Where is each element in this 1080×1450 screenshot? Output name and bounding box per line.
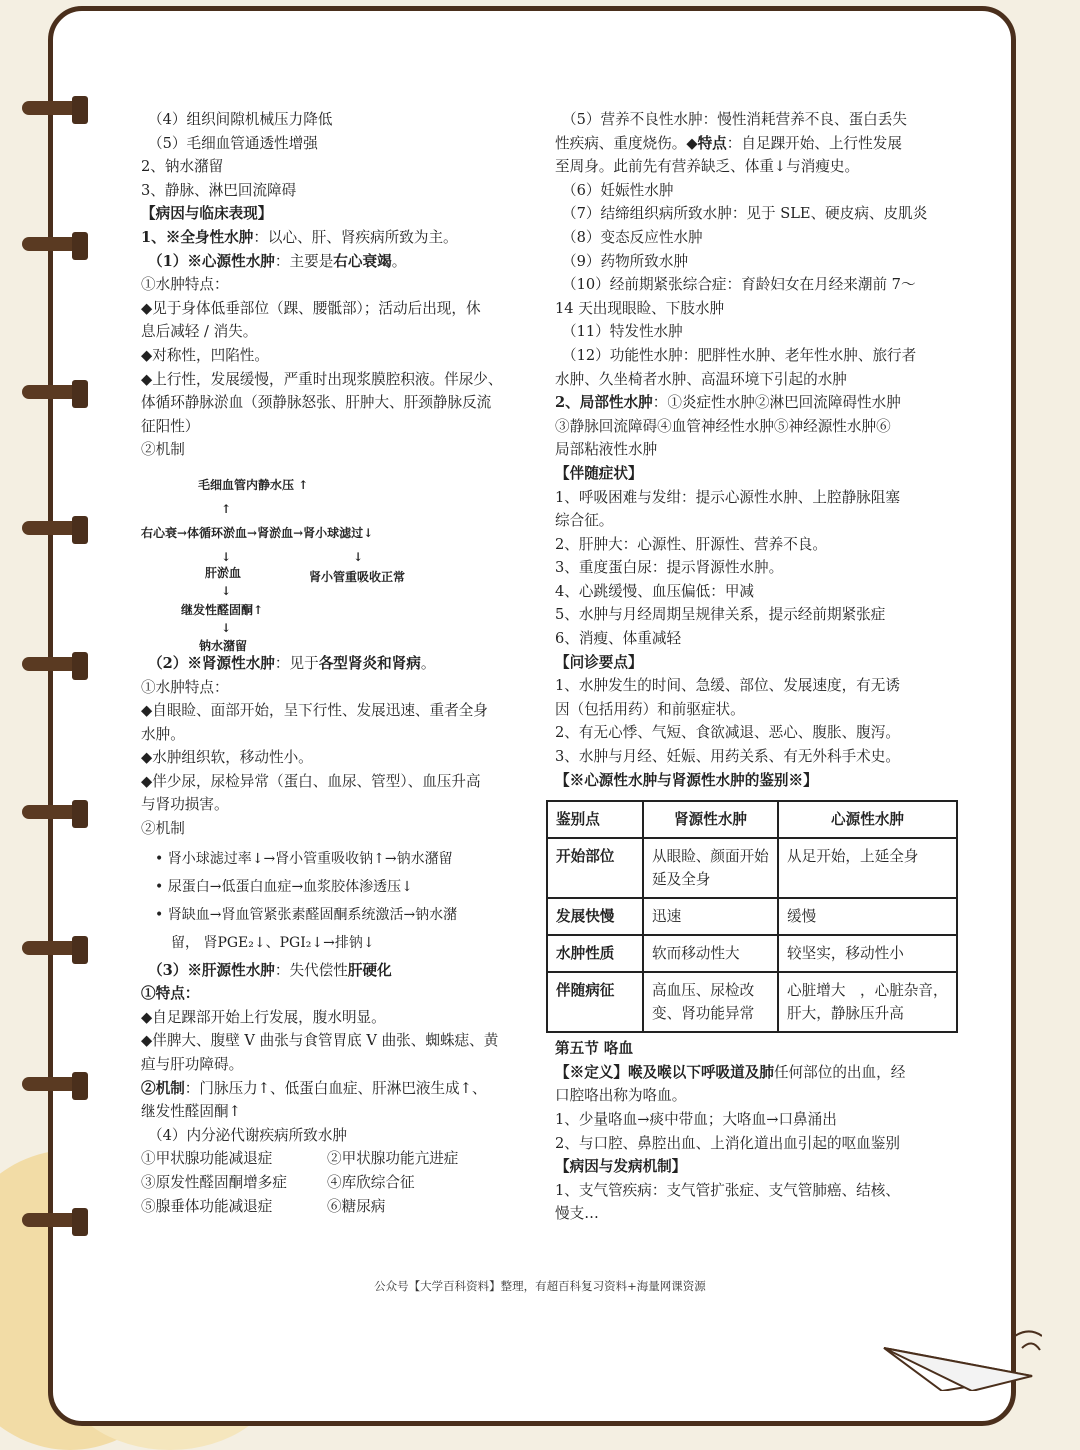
- text-line: 3、重度蛋白尿：提示肾源性水肿。: [555, 559, 784, 577]
- text-line: ③静脉回流障碍④血管神经性水肿⑤神经源性水肿⑥: [555, 417, 891, 435]
- table-cell: 迅速: [643, 898, 778, 935]
- table-title: 【※心源性水肿与肾源性水肿的鉴别※】: [555, 771, 818, 789]
- diagram-arrow: ↓: [221, 549, 232, 564]
- text-line: 综合征。: [555, 512, 614, 530]
- text-line: 5、水肿与月经周期呈规律关系，提示经前期紧张症: [555, 606, 886, 624]
- table-header-row: [547, 801, 957, 838]
- diagram-arrow: ↓: [221, 620, 232, 635]
- diagram-arrow: ↓: [221, 583, 232, 598]
- binder-ring: [22, 652, 86, 686]
- text-line: 14 天出现眼睑、下肢水肿: [555, 299, 725, 317]
- text-line: （7）结缔组织病所致水肿：见于 SLE、硬皮病、皮肌炎: [562, 205, 928, 223]
- text-line: （8）变态反应性水肿: [562, 228, 703, 246]
- text-line: 1、水肿发生的时间、急缓、部位、发展速度，有无诱: [555, 677, 900, 695]
- table-header-cell: 鉴别点: [547, 801, 643, 838]
- text-line: （5）营养不良性水肿：慢性消耗营养不良、蛋白丢失: [562, 111, 907, 128]
- text-line: ②机制: [141, 820, 185, 838]
- text-line: ②机制：门脉压力↑、低蛋白血症、肝淋巴液生成↑、: [141, 1079, 487, 1097]
- section-heading: 【病因与发病机制】: [555, 1158, 687, 1176]
- left-column: [141, 108, 531, 1218]
- binder-ring: [22, 1072, 86, 1106]
- table-header-cell: 心源性水肿: [778, 801, 957, 838]
- binder-ring: [22, 936, 86, 970]
- table-cell: 发展快慢: [547, 898, 643, 935]
- text-line: ◆水肿组织软，移动性小。: [141, 749, 313, 767]
- text-line: 水肿、久坐椅者水肿、高温环境下引起的水肿: [555, 370, 847, 388]
- text-line: ①水肿特点：: [141, 276, 229, 294]
- right-column: [555, 108, 955, 1226]
- text-line: 征阳性）: [141, 417, 200, 435]
- table-row: [547, 972, 957, 1032]
- text-line: （4）组织间隙机械压力降低: [148, 111, 333, 128]
- text-line: ◆上行性，发展缓慢，严重时出现浆膜腔积液。伴尿少、: [141, 370, 503, 388]
- text-line: （5）毛细血管通透性增强: [148, 134, 318, 152]
- text-line: 继发性醛固酮↑: [141, 1103, 241, 1121]
- table-cell: 软而移动性大: [643, 935, 778, 972]
- diagram-node: 肝淤血: [205, 565, 242, 580]
- table-cell: 缓慢: [778, 898, 957, 935]
- text-line: ①水肿特点：: [141, 678, 229, 696]
- text-line: （1）※心源性水肿：主要是右心衰竭。: [148, 252, 407, 270]
- text-line: （9）药物所致水肿: [562, 252, 689, 270]
- text-line: 1、呼吸困难与发绀：提示心源性水肿、上腔静脉阻塞: [555, 488, 900, 506]
- text-line: 【※定义】喉及喉以下呼吸道及肺任何部位的出血，经: [555, 1063, 906, 1081]
- text-line: 2、钠水潴留: [141, 158, 224, 176]
- table-cell: 从足开始，上延全身: [778, 838, 957, 898]
- text-line: 至周身。此前先有营养缺乏、体重↓与消瘦史。: [555, 158, 860, 176]
- diagram-node: 肾小管重吸收正常: [309, 569, 406, 584]
- text-line: ◆见于身体低垂部位（踝、腰骶部）；活动后出现，休: [141, 299, 481, 317]
- paper-plane-icon: [882, 1328, 1042, 1391]
- footer-note: 公众号【大学百科资料】整理，有超百科复习资料+海量网课资源: [374, 1279, 706, 1293]
- text-line: ◆伴少尿，尿检异常（蛋白、血尿、管型）、血压升高: [141, 772, 481, 790]
- text-line: ◆伴脾大、腹壁 V 曲张与食管胃底 V 曲张、蜘蛛痣、黄: [141, 1032, 499, 1050]
- list-item: • 肾缺血→肾血管紧张素醛固酮系统激活→钠水潴: [155, 906, 458, 923]
- list-item: • 肾小球滤过率↓→肾小管重吸收钠↑→钠水潴留: [155, 850, 453, 867]
- section-heading: 【伴随症状】: [555, 464, 643, 482]
- table-row: [547, 898, 957, 935]
- table-row: [547, 935, 957, 972]
- text-line: 局部粘液性水肿: [555, 441, 658, 459]
- comparison-table: [546, 800, 958, 1033]
- text-line: 2、与口腔、鼻腔出血、上消化道出血引起的呕血鉴别: [555, 1134, 900, 1152]
- table-cell: 从眼睑、颜面开始延及全身: [643, 838, 778, 898]
- text-line: 疸与肝功障碍。: [141, 1056, 244, 1074]
- text-line: 慢支…: [555, 1205, 599, 1223]
- text-line: 4、心跳缓慢、血压偏低：甲减: [555, 582, 755, 600]
- table-cell: 较坚实，移动性小: [778, 935, 957, 972]
- text-line: （6）妊娠性水肿: [562, 181, 674, 199]
- text-line: 与肾功损害。: [141, 796, 229, 814]
- text-line: （11）特发性水肿: [562, 323, 683, 341]
- table-cell: 心脏增大 ，心脏杂音，肝大，静脉压升高: [778, 972, 957, 1032]
- text-line: 3、静脉、淋巴回流障碍: [141, 181, 297, 199]
- binder-ring: [22, 380, 86, 414]
- binder-ring: [22, 1208, 86, 1242]
- binder-ring: [22, 516, 86, 550]
- text-line: （2）※肾源性水肿：见于各型肾炎和肾病。: [148, 654, 436, 672]
- text-line: ⑤腺垂体功能减退症 ⑥糖尿病: [141, 1197, 386, 1215]
- text-line: ◆对称性，凹陷性。: [141, 346, 269, 364]
- text-line: 因（包括用药）和前驱症状。: [555, 700, 745, 718]
- text-line: 水肿。: [141, 725, 185, 743]
- text-line: 1、支气管疾病：支气管扩张症、支气管肺癌、结核、: [555, 1181, 900, 1199]
- diagram-node: 继发性醛固酮↑: [181, 602, 264, 617]
- text-line: （3）※肝源性水肿：失代偿性肝硬化: [148, 961, 392, 979]
- text-line: 性疾病、重度烧伤。◆特点：自足踝开始、上行性发展: [555, 134, 902, 152]
- text-line: 3、水肿与月经、妊娠、用药关系、有无外科手术史。: [555, 748, 900, 766]
- table-header-cell: 肾源性水肿: [643, 801, 778, 838]
- text-line: （10）经前期紧张综合症：育龄妇女在月经来潮前 7～: [562, 276, 916, 294]
- text-line: 口腔咯出称为咯血。: [555, 1087, 687, 1105]
- text-line: 2、局部性水肿：①炎症性水肿②淋巴回流障碍性水肿: [555, 394, 901, 412]
- text-line: ①特点：: [141, 985, 200, 1003]
- text-line: （4）内分泌代谢疾病所致水肿: [148, 1126, 348, 1144]
- text-line: ◆自眼睑、面部开始，呈下行性、发展迅速、重者全身: [141, 702, 488, 720]
- mechanism-diagram: [141, 462, 531, 652]
- table-cell: 水肿性质: [547, 935, 643, 972]
- text-line: ①甲状腺功能减退症 ②甲状腺功能亢进症: [141, 1150, 459, 1168]
- diagram-node: 钠水潴留: [199, 638, 248, 653]
- mechanism-bullets: [141, 845, 531, 957]
- table-cell: 高血压、尿检改变、肾功能异常: [643, 972, 778, 1032]
- table-row: [547, 838, 957, 898]
- diagram-arrow: ↑: [221, 501, 232, 516]
- section-heading: 【病因与临床表现】: [141, 205, 273, 223]
- text-line: 1、※全身性水肿：以心、肝、肾疾病所致为主。: [141, 228, 458, 246]
- binder-ring: [22, 232, 86, 266]
- text-line: 息后减轻 / 消失。: [141, 323, 258, 341]
- diagram-arrow: ↓: [353, 549, 364, 564]
- section-heading: 【问诊要点】: [555, 653, 643, 671]
- text-line: 2、有无心悸、气短、食欲减退、恶心、腹胀、腹泻。: [555, 724, 900, 742]
- text-line: ③原发性醛固酮增多症 ④库欣综合征: [141, 1174, 415, 1191]
- table-cell: 伴随病征: [547, 972, 643, 1032]
- text-line: 2、肝肿大：心源性、肝源性、营养不良。: [555, 535, 827, 553]
- list-item: • 尿蛋白→低蛋白血症→血浆胶体渗透压↓: [155, 878, 413, 895]
- binder-ring: [22, 96, 86, 130]
- text-line: 体循环静脉淤血（颈静脉怒张、肝肿大、肝颈静脉反流: [141, 394, 492, 412]
- text-line: ◆自足踝部开始上行发展，腹水明显。: [141, 1008, 386, 1026]
- diagram-node: 毛细血管内静水压 ↑: [198, 477, 309, 492]
- list-item: 留， 肾PGE₂↓、PGI₂↓→排钠↓: [171, 934, 375, 951]
- diagram-node: 右心衰→体循环淤血→肾淤血→肾小球滤过↓: [141, 525, 374, 540]
- text-line: 1、少量咯血→痰中带血；大咯血→口鼻涌出: [555, 1111, 837, 1128]
- text-line: （12）功能性水肿：肥胖性水肿、老年性水肿、旅行者: [562, 346, 917, 364]
- text-line: 6、消瘦、体重减轻: [555, 630, 682, 648]
- section-title: 第五节 咯血: [555, 1040, 634, 1058]
- text-line: ②机制: [141, 441, 185, 459]
- binder-ring: [22, 800, 86, 834]
- table-cell: 开始部位: [547, 838, 643, 898]
